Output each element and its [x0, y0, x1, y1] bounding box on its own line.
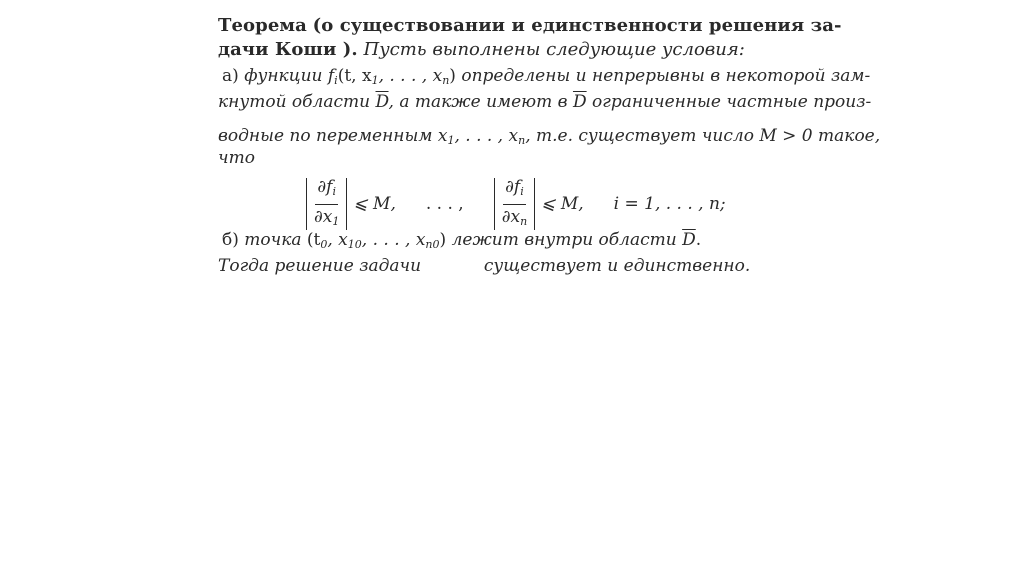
condition-a-line-1	[222, 66, 870, 91]
condition-a-label: а)	[222, 66, 239, 86]
formula-dots: . . . ,	[425, 194, 464, 214]
region-D: $\overline{D}$	[375, 92, 389, 112]
initial-point: ($t_0$, $x_{10}$, . . . , $x_{n0}$)	[306, 230, 447, 251]
condition-a-line-4	[218, 148, 255, 168]
condition-b-line	[222, 230, 701, 255]
conclusion-line	[218, 256, 750, 276]
theorem-title-cont: дачи Коши ).	[218, 39, 358, 60]
function-f: $f_i(t$, $x_1$, . . . , $x_n$)	[327, 66, 456, 87]
index-range: i = 1, . . . , n;	[613, 194, 726, 214]
constant-M: M > 0	[759, 126, 813, 146]
condition-b-end: .	[695, 230, 702, 250]
condition-a-line2-end: ограниченные частные произ-	[592, 92, 872, 112]
condition-a-line-3	[218, 126, 880, 151]
condition-a-line4: что	[218, 148, 255, 168]
partial-fraction-2: $\frac{\partial f_i}{\partial x_n}$	[501, 176, 528, 228]
condition-a-line3-start: водные по переменным	[218, 126, 433, 146]
condition-a-line2-mid: , а также имеют в	[388, 92, 568, 112]
region-D-2: $\overline{D}$	[572, 92, 587, 112]
condition-a-line3-mid: , т.е. существует число	[525, 126, 754, 146]
abs-partial-2	[494, 178, 535, 230]
var-x1: $x_1$	[437, 126, 455, 147]
theorem-intro: Пусть выполнены следующие условия:	[363, 39, 745, 60]
condition-b-label: б)	[222, 230, 239, 250]
conclusion-end: существует и единственно.	[483, 256, 751, 276]
derivative-bound-formula	[306, 176, 726, 232]
condition-a-line-2	[218, 92, 871, 112]
condition-b-text: точка	[244, 230, 302, 250]
relation-2: ⩽ M,	[541, 194, 584, 214]
condition-b-rest: лежит внутри области	[451, 230, 677, 250]
conclusion-start: Тогда решение задачи	[218, 256, 422, 276]
var-xn: $x_n$	[508, 126, 526, 147]
region-D-3: $\overline{D}$	[682, 230, 696, 250]
condition-a-rest: определены и непрерывны в некоторой зам-	[461, 66, 871, 86]
abs-partial-1	[306, 178, 347, 230]
dots: , . . . ,	[454, 126, 504, 146]
condition-a-text: функции	[244, 66, 323, 86]
theorem-title-line-1	[218, 16, 842, 36]
condition-a-line3-end: такое,	[818, 126, 881, 146]
relation-1: ⩽ M,	[353, 194, 396, 214]
theorem-title-line-2	[218, 40, 745, 60]
theorem-title-word: Теорема	[218, 15, 307, 36]
condition-a-line2-start: кнутой области	[218, 92, 371, 112]
partial-fraction-1: $\frac{\partial f_i}{\partial x_1}$	[314, 176, 340, 228]
theorem-title-rest: (о существовании и единственности решения за-	[312, 15, 842, 36]
